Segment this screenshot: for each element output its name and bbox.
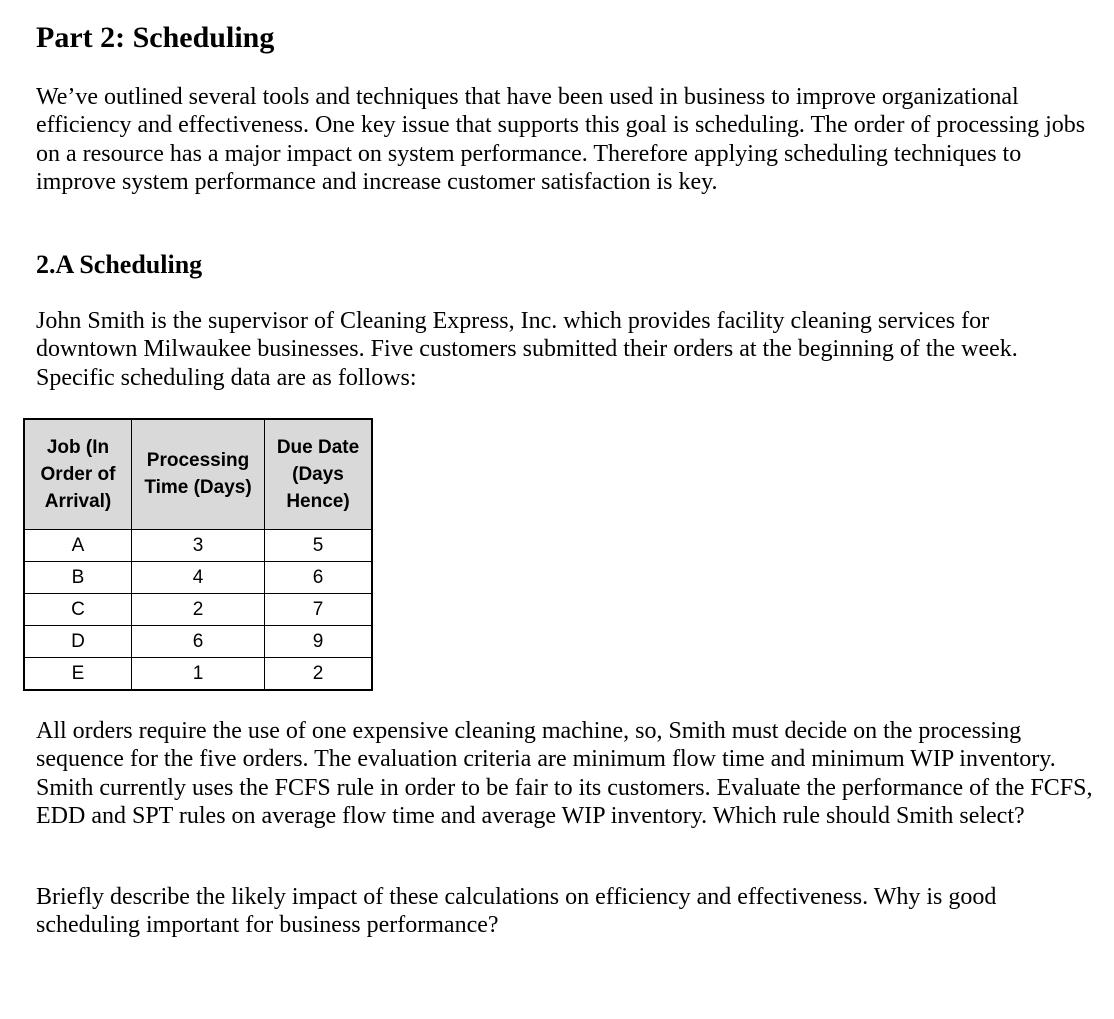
due-date-cell: 2 <box>265 657 373 690</box>
context-paragraph: John Smith is the supervisor of Cleaning Express, Inc. which provides facility cleaning services for downtown Milwaukee businesses. Five customers submitted their orders at the beginning of the week. Specific scheduling data are as follows: <box>36 308 1018 391</box>
processing-time-cell: 6 <box>132 625 265 657</box>
processing-time-cell: 1 <box>132 657 265 690</box>
due-date-cell: 7 <box>265 593 373 625</box>
question-paragraph: All orders require the use of one expensive cleaning machine, so, Smith must decide on the processing sequence for the five orders. The evaluation criteria are minimum flow time and minimum WIP inventory. Smith currently uses the FCFS rule in order to be fair to its customers. Evaluate the performance of the FCFS, EDD and SPT rules on average flow time and average WIP inventory. Which rule should Smith select? <box>36 718 1093 829</box>
table-row <box>24 657 372 690</box>
page-title: Part 2: Scheduling <box>36 21 275 54</box>
reflection-paragraph: Briefly describe the likely impact of these calculations on efficiency and effectiveness. Why is good scheduling important for business performance? <box>36 884 997 939</box>
table-row <box>24 529 372 561</box>
table-row <box>24 625 372 657</box>
processing-time-cell: 3 <box>132 529 265 561</box>
due-date-cell: 9 <box>265 625 373 657</box>
table-row <box>24 593 372 625</box>
scheduling-data-table <box>23 418 373 691</box>
header-job: Job (In Order of Arrival) <box>24 419 132 529</box>
intro-paragraph: We’ve outlined several tools and techniques that have been used in business to improve organizational efficiency and effectiveness. One key issue that supports this goal is scheduling. The order of processing jobs on a resource has a major impact on system performance. Therefore applying scheduling techniques to improve system performance and increase customer satisfaction is key. <box>36 84 1086 195</box>
table-header-row <box>24 419 372 529</box>
job-cell: D <box>24 625 132 657</box>
section-heading: 2.A Scheduling <box>36 250 203 279</box>
due-date-cell: 5 <box>265 529 373 561</box>
job-cell: A <box>24 529 132 561</box>
processing-time-cell: 2 <box>132 593 265 625</box>
table-row <box>24 561 372 593</box>
due-date-cell: 6 <box>265 561 373 593</box>
header-processing-time: Processing Time (Days) <box>132 419 265 529</box>
job-cell: E <box>24 657 132 690</box>
job-cell: B <box>24 561 132 593</box>
header-due-date: Due Date (Days Hence) <box>265 419 373 529</box>
processing-time-cell: 4 <box>132 561 265 593</box>
job-cell: C <box>24 593 132 625</box>
